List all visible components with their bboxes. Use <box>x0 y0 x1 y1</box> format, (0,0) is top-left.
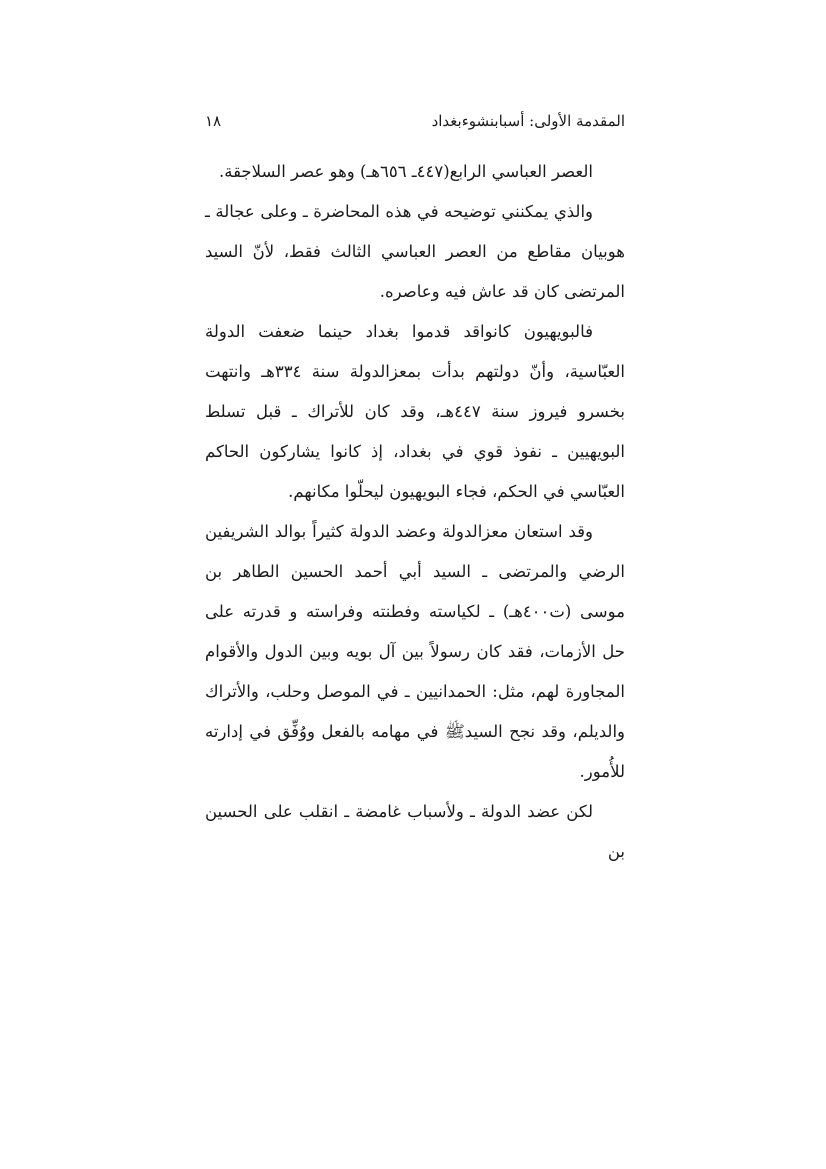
body-text <box>205 152 625 872</box>
running-header <box>205 108 625 134</box>
paragraph-1: العصر العباسي الرابع(٤٤٧ـ ٦٥٦هـ) وهو عصر السلاجقة. <box>218 162 593 181</box>
paragraph-4: وقد استعان معزالدولة وعضد الدولة كثيراً بوالد الشريفين الرضي والمرتضى ـ السيد أبي أحمد الحسين الطاهر بن موسى (ت٤٠٠هـ) ـ لكياسته وفطنته وفراسته و قدرته على حل الأزمات، فقد كان رسولاً بين آل بويه وبين الدول والأقوام المجاورة لهم، مثل: الحمدانيين ـ في الموصل وحلب، والأتراك والديلم، وقد نجح السيدﷺ في مهامه بالفعل ووُفِّق في إدارته للأُمور. <box>205 522 625 781</box>
paragraph-3: فالبويهيون كانواقد قدموا بغداد حينما ضعفت الدولة العبّاسية، وأنّ دولتهم بدأت بمعزالدولة سنة ٣٣٤هـ وانتهت بخسرو فيروز سنة ٤٤٧هـ، وقد كان للأتراك ـ قبل تسلط البويهيين ـ نفوذ قوي في بغداد، إذ كانوا يشاركون الحاكم العبّاسي في الحكم، فجاء البويهيون ليحلّوا مكانهم. <box>205 322 626 501</box>
paragraph-5: لكن عضد الدولة ـ ولأسباب غامضة ـ انقلب على الحسين بن <box>205 802 625 861</box>
paragraph-2: والذي يمكنني توضيحه في هذه المحاضرة ـ وعلى عجالة ـ هوبيان مقاطع من العصر العباسي الثالث فقط، لأنّ السيد المرتضى كان قد عاش فيه وعاصره. <box>205 202 625 301</box>
chapter-title: المقدمة الأولى: أسبابنشوءبغداد <box>431 112 625 130</box>
page-number: ١٨ <box>205 112 222 130</box>
